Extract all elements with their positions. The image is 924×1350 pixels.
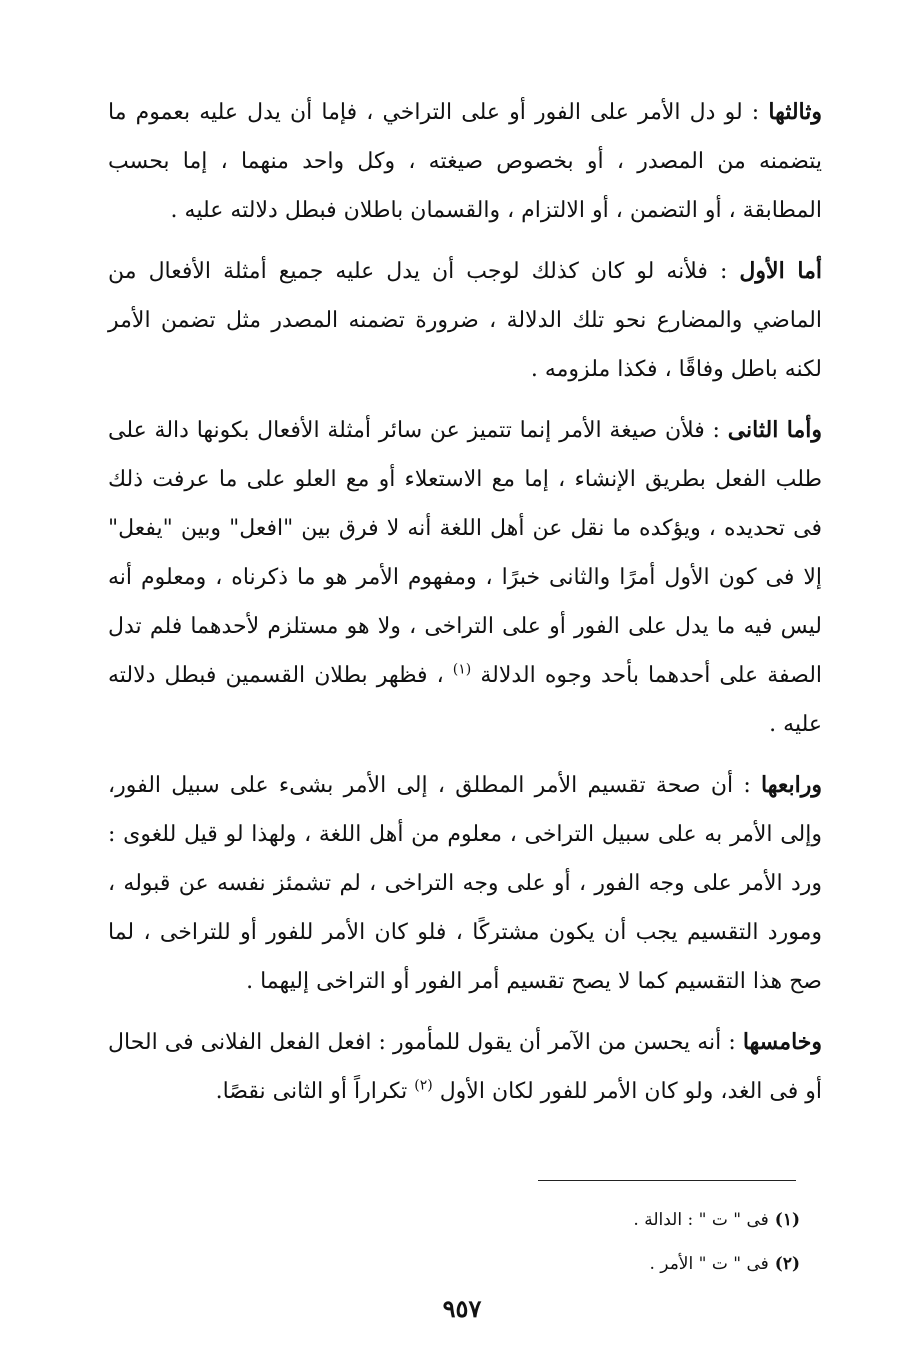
paragraph-lead: أما الأول [739,258,822,284]
paragraph-lead: وخامسها [742,1029,822,1055]
footnote-reference: (٢) [414,1077,433,1094]
paragraph-body: : فلأن صيغة الأمر إنما تتميز عن سائر أمثلة الأفعال بكونها دالة على طلب الفعل بطريق الإنشاء ، إما مع الاستعلاء أو مع العلو على ما عرفت ذلك فى تحديده ، ويؤكده ما نقل عن أهل اللغة أنه لا فرق بين "افعل" وبين "يفعل" إلا فى كون الأول أمرًا والثانى خبرًا ، ومفهوم الأمر هو ما ذكرناه ، ومعلوم أنه ليس فيه ما يدل على الفور أو على التراخى ، ولا هو مستلزم لأحدهما فلم تدل الصفة على أحدهما بأحد وجوه الدلالة [108,418,823,688]
paragraph-lead: وثالثها [768,99,822,125]
footnote-separator [538,1180,796,1181]
paragraph-first-part [108,247,822,394]
paragraph-body: : فلأنه لو كان كذلك لوجب أن يدل عليه جميع أمثلة الأفعال من الماضي والمضارع نحو تلك الدلالة ، ضرورة تضمنه المصدر مثل تضمن الأمر لكنه باطل وفاقًا ، فكذا ملزومه . [108,259,822,382]
main-text [108,88,822,1128]
paragraph-body-continued: تكراراً أو الثانى نقصًا. [215,1079,415,1104]
footnotes [633,1198,800,1286]
paragraph-body: : أن صحة تقسيم الأمر المطلق ، إلى الأمر بشىء على سبيل الفور، وإلى الأمر به على سبيل التراخى ، معلوم من أهل اللغة ، ولهذا لو قيل للغوى : ورد الأمر على وجه الفور ، أو على وجه التراخى ، لم تشمئز نفسه عن قبوله ، ومورد التقسيم يجب أن يكون مشتركًا ، فلو كان الأمر للفور أو للتراخى ، لما صح هذا التقسيم كما لا يصح تقسيم أمر الفور أو التراخى إليهما . [108,773,822,994]
paragraph-fourthly [108,761,822,1006]
paragraph-fifthly [108,1018,822,1116]
footnote-reference: (١) [452,661,472,678]
page-number: ٩٥٧ [442,1294,482,1323]
footnote-text: فى " ت " الأمر . [649,1254,769,1274]
paragraph-body-continued: ، فظهر بطلان القسمين فبطل دلالته عليه . [108,663,822,737]
paragraph-body: : لو دل الأمر على الفور أو على التراخي ، فإما أن يدل عليه بعموم ما يتضمنه من المصدر ، أو بخصوص صيغته ، وكل واحد منهما ، إما بحسب المطابقة ، أو التضمن ، أو الالتزام ، والقسمان باطلان فبطل دلالته عليه . [108,100,822,223]
footnote-item [633,1242,800,1286]
paragraph-second-part [108,406,822,749]
footnote-number: (١) [774,1210,800,1230]
paragraph-thirdly [108,88,822,235]
paragraph-body: : أنه يحسن من الآمر أن يقول للمأمور : افعل الفعل الفلانى فى الحال أو فى الغد، ولو كان الأمر للفور لكان الأول [108,1030,822,1104]
footnote-item [633,1198,800,1242]
paragraph-lead: وأما الثانى [727,417,823,443]
paragraph-lead: ورابعها [761,772,822,798]
footnote-number: (٢) [774,1254,800,1274]
footnote-text: فى " ت " : الدالة . [633,1210,769,1230]
